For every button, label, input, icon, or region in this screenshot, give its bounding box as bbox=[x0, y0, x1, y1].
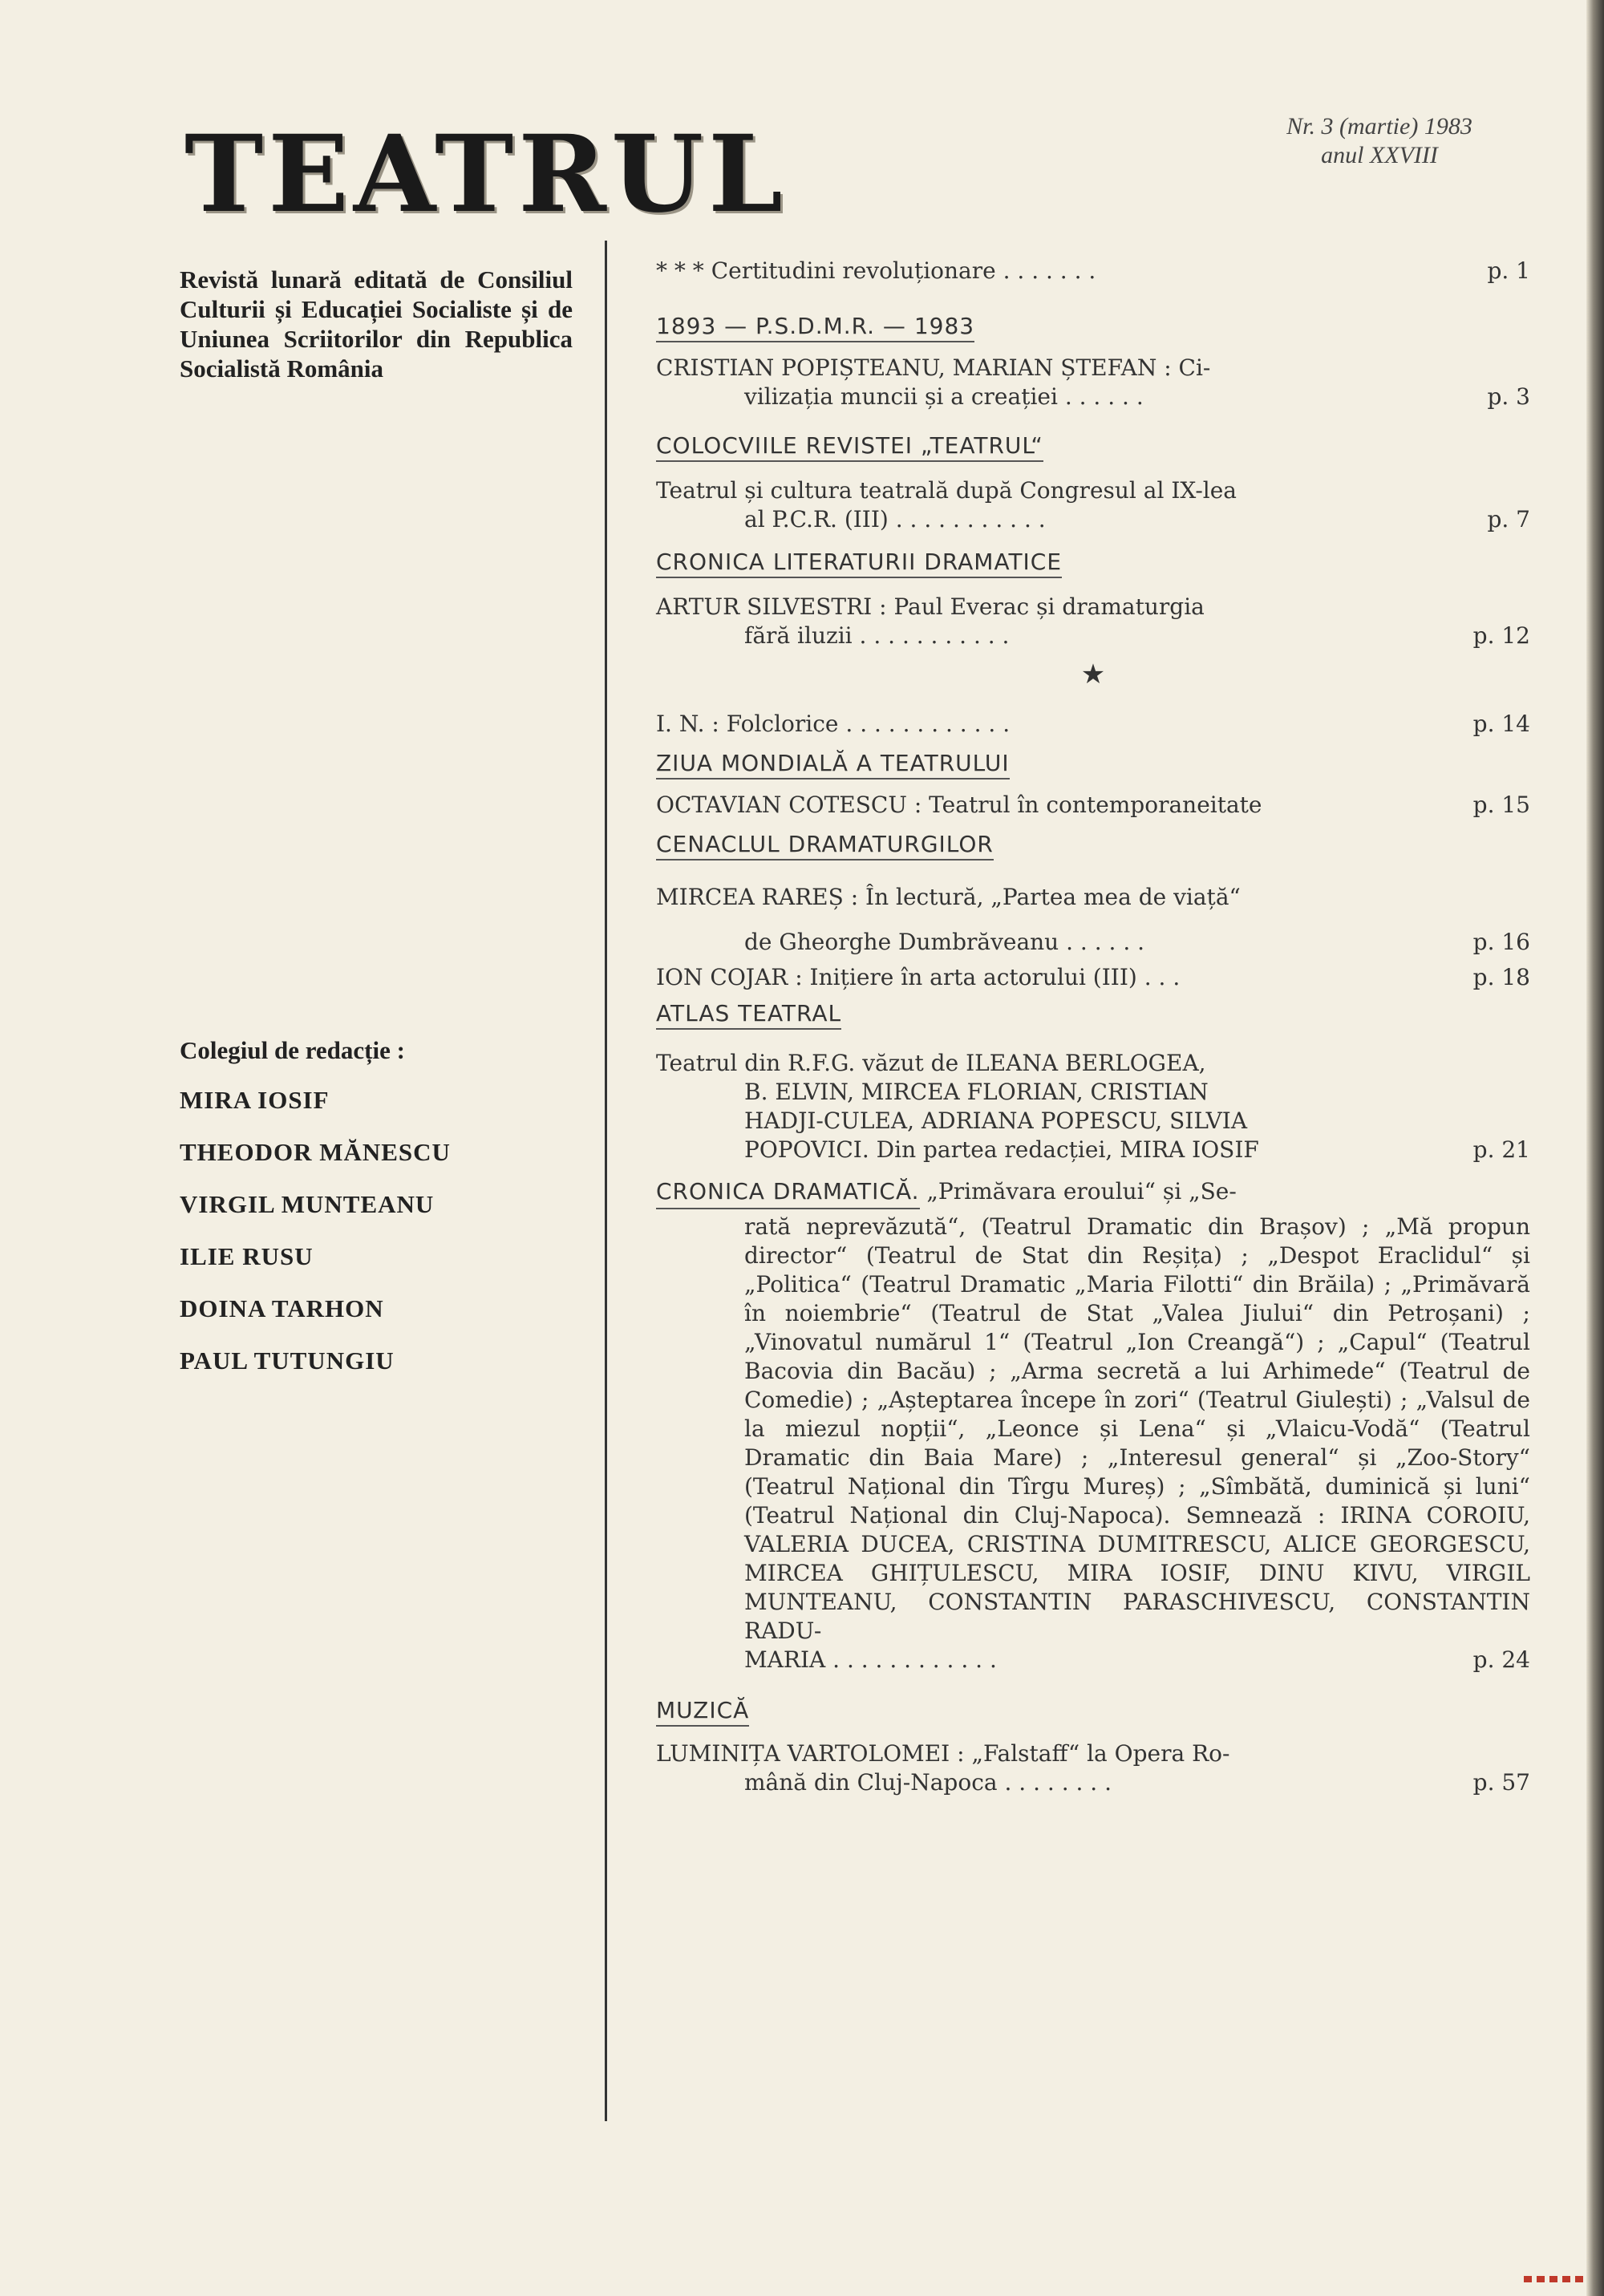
toc-entry-title: ION COJAR : Inițiere în arta actorului (III) . . . bbox=[656, 964, 1181, 990]
toc-entry-title-cont: de Gheorghe Dumbrăveanu . . . . . . bbox=[744, 929, 1145, 955]
toc-section-heading: COLOCVIILE REVISTEI „TEATRUL“ bbox=[656, 432, 1043, 462]
toc-entry-title-cont: vilizația muncii și a creației . . . . . . bbox=[744, 383, 1144, 410]
toc-entry-page: p. 15 bbox=[1472, 792, 1530, 818]
toc-entry bbox=[656, 593, 1530, 650]
color-strip bbox=[1524, 2276, 1586, 2282]
board-member: VIRGIL MUNTEANU bbox=[180, 1190, 435, 1218]
toc-entry bbox=[656, 1049, 1530, 1164]
toc-section-heading: CRONICA LITERATURII DRAMATICE bbox=[656, 549, 1062, 578]
toc-section-heading: ZIUA MONDIALĂ A TEATRULUI bbox=[656, 750, 1010, 780]
toc-section-heading: 1893 — P.S.D.M.R. — 1983 bbox=[656, 313, 974, 342]
editorial-board bbox=[180, 1035, 549, 1397]
toc-entry bbox=[656, 791, 1530, 820]
toc-entry bbox=[656, 354, 1530, 411]
toc-entry-page: p. 3 bbox=[1487, 383, 1530, 410]
toc-entry bbox=[656, 1739, 1530, 1797]
toc-entry-page: p. 1 bbox=[1487, 257, 1530, 284]
toc-entry-page: p. 14 bbox=[1472, 711, 1530, 737]
magazine-logo: TEATRUL bbox=[184, 112, 788, 237]
board-member: ILIE RUSU bbox=[180, 1242, 314, 1270]
toc-entry-title-cont: fără iluzii . . . . . . . . . . . bbox=[744, 622, 1010, 649]
star-separator-icon: ★ bbox=[1080, 658, 1106, 690]
toc-entry-page: p. 18 bbox=[1472, 964, 1530, 990]
toc-entry bbox=[656, 710, 1530, 739]
toc-entry-page: p. 7 bbox=[1487, 506, 1530, 532]
toc-entry-title: ARTUR SILVESTRI : Paul Everac și dramaturgia bbox=[656, 593, 1205, 620]
toc-entry bbox=[656, 883, 1530, 957]
toc-section-heading: ATLAS TEATRAL bbox=[656, 1000, 841, 1030]
column-divider bbox=[605, 241, 607, 2121]
toc-entry bbox=[656, 1177, 1530, 1674]
toc-entry-title: Teatrul din R.F.G. văzut de ILEANA BERLOGEA, bbox=[656, 1050, 1206, 1076]
toc-entry-title-cont: rată neprevăzută“, (Teatrul Dramatic din Brașov) ; „Mă propun director“ (Teatrul de Stat din Reșița) ; „Despot Eraclidul“ și „Politica“ (Teatrul Dramatic „Maria Filotti“ din Brăila) ; „Primăvară în noiembrie“ (Teatrul de Stat „Valea Jiului“ din Petroșani) ; „Vinovatul numărul 1“ (Teatrul „Ion Creangă“) ; „Capul“ (Teatrul Bacovia din Bacău) ; „Arma secretă a lui Arhimede“ (Teatrul de Comedie) ; „Așteptarea începe în zori“ (Teatrul Giulești) ; „Valsul de la miezul nopții“, „Leonce și Lena“ și „Vlaicu-Vodă“ (Teatrul Dramatic din Baia Mare) ; „Interesul general“ și „Zoo-Story“ (Teatrul Național din Tîrgu Mureș) ; „Sîmbătă, duminică și luni“ (Teatrul Național din Cluj-Napoca). Semnează : IRINA COROIU, VALERIA DUCEA, CRISTINA DUMITRESCU, ALICE GEORGESCU, MIRCEA GHIȚULESCU, MIRA IOSIF, DINU KIVU, VIRGIL MUNTEANU, CONSTANTIN PARASCHIVESCU, CONSTANTIN RADU- bbox=[744, 1213, 1530, 1644]
toc-entry bbox=[656, 257, 1530, 285]
toc-entry-title-cont: POPOVICI. Din partea redacției, MIRA IOSIF bbox=[744, 1136, 1259, 1163]
issue-number: Nr. 3 (martie) 1983 bbox=[1286, 113, 1472, 140]
toc-entry-page: p. 21 bbox=[1472, 1136, 1530, 1163]
issue-info bbox=[1251, 112, 1508, 170]
toc-entry-title: Teatrul și cultura teatrală după Congresul al IX-lea bbox=[656, 477, 1237, 504]
toc-entry bbox=[656, 476, 1530, 534]
board-member: THEODOR MĂNESCU bbox=[180, 1138, 451, 1166]
toc-entry-title-cont: al P.C.R. (III) . . . . . . . . . . . bbox=[744, 506, 1046, 532]
toc-entry-title: MIRCEA RAREȘ : În lectură, „Partea mea de viață“ bbox=[656, 884, 1241, 910]
editorial-board-heading: Colegiul de redacție : bbox=[180, 1036, 405, 1064]
toc-section-heading: MUZICĂ bbox=[656, 1697, 749, 1727]
toc-entry-page: p. 24 bbox=[1472, 1646, 1530, 1673]
toc-entry-page: p. 57 bbox=[1472, 1769, 1530, 1796]
board-member: MIRA IOSIF bbox=[180, 1086, 330, 1114]
toc-section-heading: CENACLUL DRAMATURGILOR bbox=[656, 831, 994, 860]
toc-entry-title-cont: mână din Cluj-Napoca . . . . . . . . bbox=[744, 1769, 1112, 1796]
toc-entry-title: „Primăvara eroului“ și „Se- bbox=[926, 1178, 1237, 1205]
toc-entry-title-cont: HADJI-CULEA, ADRIANA POPESCU, SILVIA bbox=[744, 1108, 1248, 1134]
board-member: DOINA TARHON bbox=[180, 1294, 384, 1322]
toc-entry-title-cont: B. ELVIN, MIRCEA FLORIAN, CRISTIAN bbox=[744, 1079, 1209, 1105]
toc-entry bbox=[656, 963, 1530, 992]
masthead-text: Revistă lunară editată de Consiliul Culturii și Educației Socialiste și de Uniunea Scriitorilor din Republica Socialistă România bbox=[180, 265, 573, 383]
toc-entry-page: p. 12 bbox=[1472, 622, 1530, 649]
toc-entry-page: p. 16 bbox=[1472, 929, 1530, 955]
toc-entry-title-cont: MARIA . . . . . . . . . . . . bbox=[744, 1646, 997, 1673]
issue-year: anul XXVIII bbox=[1321, 142, 1438, 168]
toc-entry-title: I. N. : Folclorice . . . . . . . . . . . . bbox=[656, 711, 1011, 737]
toc-entry-title: LUMINIȚA VARTOLOMEI : „Falstaff“ la Opera Ro- bbox=[656, 1740, 1230, 1767]
toc-entry-title: OCTAVIAN COTESCU : Teatrul în contemporaneitate bbox=[656, 792, 1262, 818]
toc-entry-title: CRISTIAN POPIȘTEANU, MARIAN ȘTEFAN : Ci- bbox=[656, 354, 1211, 381]
board-member: PAUL TUTUNGIU bbox=[180, 1346, 395, 1375]
table-of-contents bbox=[656, 257, 1530, 1797]
page-binding-edge bbox=[1586, 0, 1604, 2296]
toc-section-heading: CRONICA DRAMATICĂ. bbox=[656, 1177, 920, 1209]
toc-entry-title: * * * Certitudini revoluționare . . . . . . . bbox=[656, 257, 1096, 284]
